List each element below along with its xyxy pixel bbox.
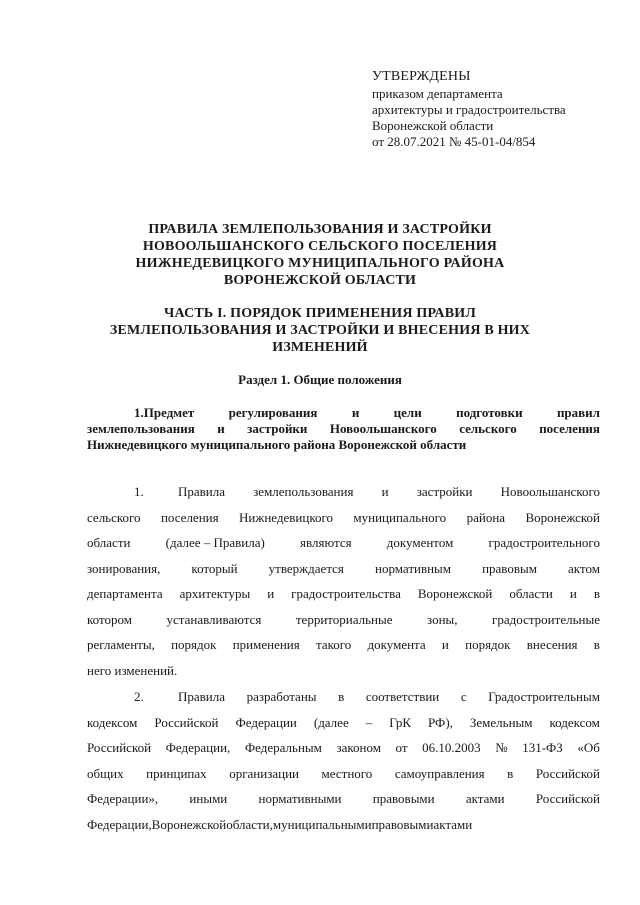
item-number: 1. xyxy=(134,405,144,420)
word: Федерации, xyxy=(87,816,152,832)
word: – xyxy=(365,714,373,730)
word: землепользования xyxy=(253,484,354,499)
word: Земельным xyxy=(469,714,533,730)
text-line xyxy=(87,530,600,556)
word: ГрК xyxy=(389,714,412,730)
word: 2. Правила xyxy=(134,684,225,710)
word: документа xyxy=(367,637,426,652)
word: (далее xyxy=(313,714,349,730)
word: и xyxy=(217,421,225,436)
word: архитектуры xyxy=(179,586,251,601)
word: области, xyxy=(226,816,273,832)
word: самоуправления xyxy=(394,765,485,781)
word: регулирования xyxy=(228,405,318,420)
word: в xyxy=(593,637,600,652)
text-line xyxy=(87,505,600,531)
part-title-line: ИЗМЕНЕНИЙ xyxy=(272,340,368,355)
word: территориальные xyxy=(295,611,393,627)
word: являются xyxy=(300,535,352,550)
word: Градостроительным xyxy=(488,689,600,704)
title-line: ПРАВИЛА ЗЕМЛЕПОЛЬЗОВАНИЯ И ЗАСТРОЙКИ xyxy=(148,222,492,237)
word: зонирования, xyxy=(87,560,161,576)
part-title xyxy=(80,305,560,356)
word: порядок xyxy=(465,637,511,652)
text-line xyxy=(87,684,600,710)
text-line xyxy=(87,735,600,761)
word: нормативным xyxy=(374,560,452,576)
word: 1. Правила xyxy=(134,479,225,505)
approval-title: УТВЕРЖДЕНЫ xyxy=(372,69,471,84)
word: области xyxy=(509,586,553,601)
word: Новоольшанского xyxy=(500,484,600,499)
text-line xyxy=(87,761,600,787)
word: него изменений. xyxy=(87,662,178,678)
word: сельского xyxy=(87,509,141,525)
word: (далее – Правила) xyxy=(165,535,265,550)
word: Воронежской xyxy=(417,586,493,601)
word: такого xyxy=(315,637,352,652)
approval-line: приказом департамента xyxy=(372,86,503,101)
word: регламенты, xyxy=(87,637,155,652)
word: порядок xyxy=(171,637,217,652)
paragraph-2 xyxy=(87,684,600,837)
word: кодексом xyxy=(87,714,138,730)
word: «Об xyxy=(577,740,600,755)
word: принципах xyxy=(146,765,207,781)
item-number: 1. xyxy=(134,484,144,499)
word: местного xyxy=(321,765,373,781)
word: организации xyxy=(229,765,299,781)
word: Российской xyxy=(535,765,600,781)
word: Российской xyxy=(535,791,600,806)
word: кодексом xyxy=(549,714,600,730)
word: района xyxy=(466,509,506,525)
word: актом xyxy=(568,560,600,576)
word: застройки xyxy=(416,484,473,499)
word: правовыми xyxy=(372,791,435,806)
approval-block xyxy=(372,68,622,150)
word: сельского xyxy=(459,421,517,436)
word: правовым xyxy=(482,560,537,576)
word: 1.Предмет xyxy=(134,405,195,420)
word: Новоольшанского xyxy=(329,421,437,436)
title-line: НИЖНЕДЕВИЦКОГО МУНИЦИПАЛЬНОГО РАЙОНА xyxy=(135,256,505,271)
word: № xyxy=(495,740,508,755)
word: зоны, xyxy=(427,611,458,627)
word: Нижнедевицкого муниципального района Воронежской области xyxy=(87,437,467,452)
title-line: НОВООЛЬШАНСКОГО СЕЛЬСКОГО ПОСЕЛЕНИЯ xyxy=(142,239,498,254)
word: общих xyxy=(87,765,124,781)
word: муниципального xyxy=(353,509,447,525)
word: нормативными xyxy=(258,791,342,806)
word: котором xyxy=(87,611,132,627)
approval-line: архитектуры и градостроительства xyxy=(372,102,566,117)
word: устанавливаются xyxy=(166,611,262,627)
text-line xyxy=(87,437,600,453)
section-heading: Раздел 1. Общие положения xyxy=(238,372,402,387)
word: актами xyxy=(465,791,505,806)
word: правовыми xyxy=(371,816,434,832)
word: Российской xyxy=(154,714,219,730)
text-line xyxy=(87,658,600,684)
word: разработаны xyxy=(246,689,317,704)
paragraph-1 xyxy=(87,479,600,683)
word: и xyxy=(267,586,275,601)
word: поселения xyxy=(160,509,219,525)
text-line xyxy=(87,556,600,582)
word: Воронежской xyxy=(151,816,227,832)
word: подготовки xyxy=(456,405,523,420)
text-line xyxy=(87,479,600,505)
word: в xyxy=(593,586,600,601)
word: актами xyxy=(433,816,473,832)
word: землепользования xyxy=(87,421,195,436)
word: градостроительства xyxy=(291,586,401,601)
word: 131-ФЗ xyxy=(522,740,563,755)
text-line xyxy=(87,581,600,607)
word: документом xyxy=(386,535,454,550)
subject-heading xyxy=(87,405,600,453)
word: Федерации xyxy=(235,714,297,730)
word: департамента xyxy=(87,586,163,601)
word: Воронежской xyxy=(525,509,600,525)
title-line: ВОРОНЕЖСКОЙ ОБЛАСТИ xyxy=(223,273,417,288)
word: цели xyxy=(393,405,422,420)
word: РФ), xyxy=(428,714,453,730)
part-title-line: ЧАСТЬ I. ПОРЯДОК ПРИМЕНЕНИЯ ПРАВИЛ xyxy=(164,306,476,321)
word: применения xyxy=(232,637,300,652)
word: Российской xyxy=(87,740,152,755)
word: и xyxy=(351,405,360,420)
document-title xyxy=(80,221,560,289)
word: утверждается xyxy=(268,560,344,576)
word: в xyxy=(338,689,345,704)
word: градостроительного xyxy=(488,535,600,550)
word: области xyxy=(87,535,131,550)
word: Нижнедевицкого xyxy=(239,509,333,525)
word: который xyxy=(191,560,238,576)
word: внесения xyxy=(526,637,578,652)
word: и xyxy=(441,637,449,652)
word: от xyxy=(395,740,408,755)
text-line xyxy=(87,710,600,736)
word: муниципальными xyxy=(272,816,372,832)
item-number: 2. xyxy=(134,689,144,704)
word: Федерации», xyxy=(87,791,159,806)
word: в xyxy=(507,765,514,781)
word: градостроительные xyxy=(492,611,600,627)
word: законом xyxy=(336,740,381,755)
word: соответствии xyxy=(365,689,440,704)
text-line xyxy=(87,786,600,812)
approval-line: Воронежской области xyxy=(372,118,494,133)
word: иными xyxy=(189,791,228,806)
word: Федеральным xyxy=(244,740,322,755)
text-line xyxy=(87,405,600,421)
text-line xyxy=(87,607,600,633)
word: правил xyxy=(556,405,600,420)
text-line xyxy=(87,812,600,838)
word: застройки xyxy=(247,421,308,436)
word: 06.10.2003 xyxy=(422,740,481,755)
word: и xyxy=(569,586,577,601)
part-title-line: ЗЕМЛЕПОЛЬЗОВАНИЯ И ЗАСТРОЙКИ И ВНЕСЕНИЯ В НИХ xyxy=(109,323,531,338)
word: и xyxy=(381,484,389,499)
word: поселения xyxy=(539,421,600,436)
text-line xyxy=(87,421,600,437)
word: Федерации, xyxy=(165,740,231,755)
text-line xyxy=(87,632,600,658)
word: с xyxy=(460,689,467,704)
approval-line: от 28.07.2021 № 45-01-04/854 xyxy=(372,134,536,149)
